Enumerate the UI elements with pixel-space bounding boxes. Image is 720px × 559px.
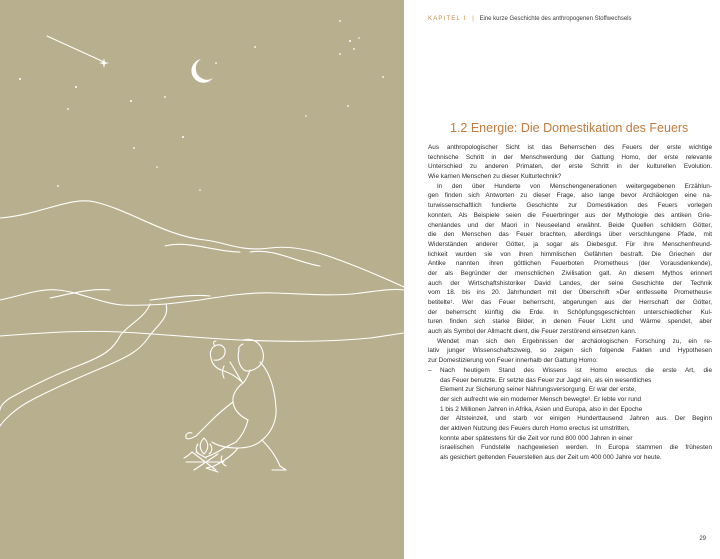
crescent-moon-icon: [191, 59, 213, 83]
body-line: Wie kamen Menschen zu dieser Kulturtechnik?: [428, 173, 562, 181]
mountains: [0, 201, 404, 341]
body-line: das Feuer benutzte. Er setzte das Feuer zur Jagd ein, als ein wesentliches: [440, 376, 652, 384]
body-line: als gesichert geltenden Feuerstellen aus der Zeit um 400 000 Jahre vor heute.: [440, 454, 662, 461]
body-line: der aktiven Nutzung des Feuers durch Homo erectus ist umstritten,: [440, 424, 630, 432]
body-line: lativ junger Wissenschaftszweig, so zeigen sich folgende Fakten und Hypothesen: [428, 347, 712, 355]
body-line: betitelte¹. Wer das Feuer beherrscht, abgerungen aus der Herrschaft der Götter,: [428, 299, 712, 306]
body-line: Element zur Sicherung seiner Nahrungsversorgung. Er war der erste,: [440, 386, 637, 394]
chapter-label: KAPITEL I: [428, 16, 467, 22]
body-line: turen finden sich starke Bilder, in denen Feuer Licht und Wärme spendet, aber: [428, 318, 712, 326]
body-line: Aus anthropologischer Sicht ist das Beherrschen des Feuers der erste wichtige: [428, 144, 712, 151]
body-line: die den Menschen das Feuer brachten, allerdings über verschlungene Pfade, mit: [428, 231, 712, 239]
chapter-title: Eine kurze Geschichte des anthropogenen Stoffwechsels: [479, 16, 632, 22]
section-title: 1.2 Energie: Die Domestikation des Feuers: [450, 121, 689, 135]
stars: [19, 20, 384, 191]
text-page: [404, 0, 720, 559]
body-line: konnten. Als Beispiele seien die Feuerbringer aus der Mythologie des antiken Grie-: [428, 211, 712, 219]
running-head: [428, 16, 631, 22]
caveman: [186, 339, 286, 472]
body-line: chenlandes und der Maori in Neuseeland erwähnt. Beide Quellen schildern Götter,: [428, 221, 712, 229]
body-line: auch als Symbol der Allmacht dient, die Feuer zerstörend einsetzen kann.: [428, 328, 637, 336]
body-line: 1 bis 2 Millionen Jahren in Afrika, Asien und Europa, also in der Epoche: [440, 405, 643, 413]
body-line: In den über Hunderte von Menschengenerationen weitergegebenen Erzählun-: [437, 182, 712, 190]
body-line: der beherrscht künftig die Erde. In Schöpfungsgeschichten unterschiedlicher Kul-: [428, 308, 712, 316]
page-number: 29: [699, 536, 706, 542]
running-head-separator: |: [472, 16, 474, 22]
body-line: zur Domestizierung von Feuer innerhalb der Gattung Homo:: [428, 357, 598, 365]
body-line: israelischen Fundstelle nachgewiesen werden. In Europa stammen die frühesten: [440, 444, 712, 452]
list-item: [428, 366, 712, 376]
body-line: der sich aufrecht wie ein moderner Mensch bewegte². Er lebte vor rund: [440, 395, 642, 403]
body-line: lichkeit wurden sie von ihren himmlischen Gefährten bestraft. Die Griechen der: [428, 250, 712, 258]
body-line: Wendet man sich den Ergebnissen der archäologischen Forschung zu, ein re-: [437, 337, 712, 345]
shooting-star-icon: [47, 36, 109, 68]
river: [0, 304, 167, 426]
body-line: der Altsteinzeit, und starb vor einigen Hunderttausend Jahren aus. Der Beginn: [440, 415, 712, 423]
body-line: Nach heutigem Stand des Wissens ist Homo erectus die erste Art, die: [440, 366, 712, 374]
body-line: gen finden sich Antworten zu dieser Frage, also lange bevor Archäologen eine na-: [428, 192, 712, 200]
body-line: Unterschied zu anderen Primaten, der erste Schritt in der kulturellen Evolution.: [428, 163, 712, 171]
body-line: vom 18. bis ins 20. Jahrhundert mit der Überschrift »Der entfesselte Prometheus«: [428, 289, 712, 297]
body-line: auch der Wirtschaftshistoriker David Landes, der seine Geschichte der Technik: [428, 279, 712, 287]
campfire: [184, 438, 226, 470]
list-dash: –: [428, 366, 432, 374]
body-line: Antike nannten ihren göttlichen Feuerboten Prometheus (der Vorausdenkende),: [428, 260, 712, 268]
body-line: Widerständen anderer Götter, ja sogar als Diebesgut. Für ihre Menschenfreund-: [428, 240, 712, 248]
body-line: konnte aber spätestens für die Zeit vor rund 800 000 Jahren in einer: [440, 434, 633, 442]
body-text: [428, 143, 712, 463]
body-line: turwissenschaftlich fundierte Geschichte zur Domestikation des Feuers vorlegen: [428, 202, 712, 210]
body-line: der als Begründer der menschlichen Zivilisation galt. An diesem Mythos erinnert: [428, 269, 712, 277]
body-line: technische Schritt in der Menschwerdung der Gattung Homo, der erste relevante: [428, 153, 712, 161]
